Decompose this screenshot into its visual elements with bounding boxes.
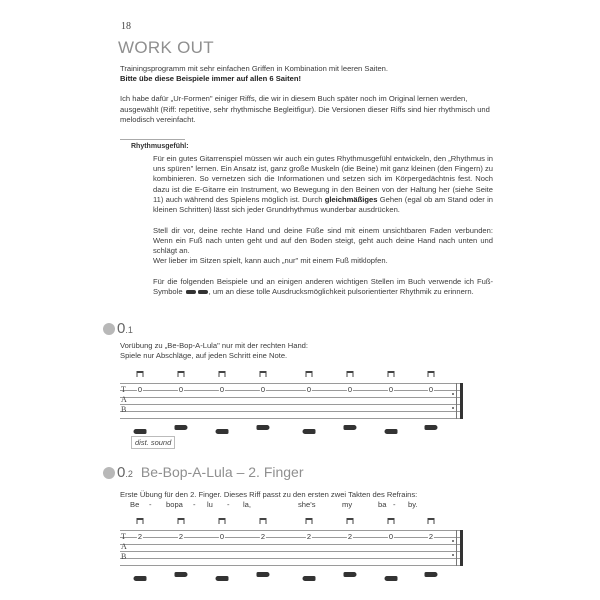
barline xyxy=(456,383,457,419)
section-label-rhythm: Rhythmusgefühl: xyxy=(131,143,189,150)
staff-line xyxy=(120,390,463,391)
tab-clef-letter: T xyxy=(121,532,126,541)
fret-number: 0 xyxy=(219,532,225,541)
rhythm-paragraph-1: Für ein gutes Gitarrenspiel müssen wir auch ein gutes Rhythmusgefühl entwickeln, den „Rhythmus in uns spüren" lernen. Ein Ansatz ist, ganz große Muskeln (die Beine) mit ganz kleinen (den Fingern) zu kombinieren. So vernetzen sich die Informationen und setzen sich im Körpergedächtnis fest. Noch dazu ist die E-Gitarre ein Instrument, wo Bewegung in den Beinen von der Haltung her (siehe Seite 11) auch während des Spielens möglich ist. Durch gleichmäßiges Gehen (egal ob am Stand oder in kleinen Schritten) lässt sich jeder Grundrhythmus wunderbar ausdrücken. xyxy=(153,154,493,215)
exercise-description-0-2: Erste Übung für den 2. Finger. Dieses Riff passt zu den ersten zwei Takten des Refrains: xyxy=(120,490,418,499)
tab-staff-0-1 xyxy=(120,383,463,419)
intro-instruction: Bitte übe diese Beispiele immer auf allen 6 Saiten! xyxy=(120,74,302,84)
foot-step-icon xyxy=(175,572,188,577)
fret-number: 2 xyxy=(260,532,266,541)
foot-step-icon xyxy=(425,425,438,430)
lyric-syllable: bopa xyxy=(166,500,183,509)
foot-step-icon xyxy=(134,429,147,434)
foot-step-icon xyxy=(175,425,188,430)
intro-paragraph: Ich habe dafür „Ur-Formen" einiger Riffs, die wir in diesem Buch später noch im Original lernen werden, ausgewählt (Riff: repetitive, sehr rhythmische Begleitfigur). Die Versionen dieser Riffs sind hier rhythmisch und melodisch vereinfacht. xyxy=(120,94,490,124)
lyric-syllable: ba xyxy=(378,500,387,509)
audio-track-icon xyxy=(103,323,115,335)
lyric-syllable: by. xyxy=(408,500,418,509)
fret-number: 2 xyxy=(306,532,312,541)
fret-number: 2 xyxy=(178,532,184,541)
downstroke-icon xyxy=(428,518,435,524)
staff-line xyxy=(120,551,463,552)
foot-step-icon xyxy=(344,572,357,577)
foot-step-icon xyxy=(216,576,229,581)
lyric-syllable: - xyxy=(193,500,196,509)
fret-number: 0 xyxy=(428,385,434,394)
foot-step-icon xyxy=(344,425,357,430)
tab-staff-0-2 xyxy=(120,530,463,566)
fret-number: 2 xyxy=(137,532,143,541)
staff-line xyxy=(120,418,463,419)
staff-line xyxy=(120,411,463,412)
repeat-dot xyxy=(452,554,454,556)
section-divider xyxy=(120,139,185,140)
downstroke-icon xyxy=(137,371,144,377)
foot-step-icon xyxy=(385,429,398,434)
fret-number: 2 xyxy=(428,532,434,541)
foot-icon xyxy=(198,290,208,294)
rhythm-paragraph-2: Stell dir vor, deine rechte Hand und deine Füße sind mit einem unsichtbaren Faden verbunden: Wenn ein Fuß nach unten geht und auf den Boden steigt, geht auch deine Hand nach unten und schlägt an. Wer lieber im Sitzen spielt, kann auch „nur" mit einem Fuß mitklopfen. xyxy=(153,225,493,266)
downstroke-icon xyxy=(260,371,267,377)
tab-clef-letter: A xyxy=(121,395,127,404)
foot-step-icon xyxy=(385,576,398,581)
downstroke-icon xyxy=(306,518,313,524)
intro-line-1: Trainingsprogramm mit sehr einfachen Griffen in Kombination mit leeren Saiten. xyxy=(120,64,389,73)
downstroke-icon xyxy=(219,371,226,377)
lyric-syllable: - xyxy=(149,500,152,509)
foot-step-icon xyxy=(303,576,316,581)
foot-step-icon xyxy=(425,572,438,577)
exercise-subnumber: .1 xyxy=(125,325,133,335)
fret-number: 0 xyxy=(388,532,394,541)
tab-clef-letter: T xyxy=(121,385,126,394)
fret-number: 0 xyxy=(347,385,353,394)
sound-label: dist. sound xyxy=(131,436,175,449)
downstroke-icon xyxy=(260,518,267,524)
staff-line xyxy=(120,530,463,531)
emphasis-text: gleichmäßiges xyxy=(324,194,378,204)
audio-track-icon xyxy=(103,467,115,479)
downstroke-icon xyxy=(178,371,185,377)
final-barline xyxy=(460,530,463,566)
exercise-description-0-1: Vorübung zu „Be-Bop-A-Lula" nur mit der rechten Hand: Spiele nur Abschläge, auf jeden Schritt eine Note. xyxy=(120,341,309,361)
staff-line xyxy=(120,383,463,384)
downstroke-icon xyxy=(428,371,435,377)
downstroke-icon xyxy=(137,518,144,524)
page-number: 18 xyxy=(121,21,131,32)
rhythm-paragraph-3: Für die folgenden Beispiele und an einigen anderen wichtigen Stellen im Buch verwende ich Fuß-Symbole , um an diese tolle Ausdrucksmöglichkeit pulsorientierter Rhythmik zu erinnern. xyxy=(153,276,493,297)
fret-number: 2 xyxy=(347,532,353,541)
tab-clef-letter: B xyxy=(121,552,127,561)
intro-text xyxy=(120,64,492,135)
lyric-syllable: she's xyxy=(298,500,316,509)
foot-step-icon xyxy=(257,425,270,430)
lyric-syllable: Be xyxy=(130,500,140,509)
staff-line xyxy=(120,544,463,545)
foot-step-icon xyxy=(216,429,229,434)
rhythm-body xyxy=(153,154,493,308)
staff-line xyxy=(120,565,463,566)
foot-icon xyxy=(186,290,196,294)
exercise-number: 0 xyxy=(117,464,126,481)
foot-step-icon xyxy=(134,576,147,581)
lyric-syllable: - xyxy=(227,500,230,509)
tab-clef-letter: B xyxy=(121,405,127,414)
foot-step-icon xyxy=(257,572,270,577)
exercise-header-0-1 xyxy=(103,320,141,337)
lyric-syllable: la, xyxy=(243,500,252,509)
lyric-syllable: my xyxy=(342,500,353,509)
lyric-syllable: lu xyxy=(207,500,213,509)
fret-number: 0 xyxy=(219,385,225,394)
fret-number: 0 xyxy=(137,385,143,394)
exercise-title: Be-Bop-A-Lula – 2. Finger xyxy=(140,464,304,480)
tab-clef-letter: A xyxy=(121,542,127,551)
downstroke-icon xyxy=(219,518,226,524)
page-title: WORK OUT xyxy=(118,38,214,57)
lyric-syllable: - xyxy=(393,500,396,509)
downstroke-icon xyxy=(388,518,395,524)
fret-number: 0 xyxy=(388,385,394,394)
staff-line xyxy=(120,397,463,398)
staff-line xyxy=(120,404,463,405)
staff-line xyxy=(120,558,463,559)
downstroke-icon xyxy=(306,371,313,377)
repeat-dot xyxy=(452,393,454,395)
fret-number: 0 xyxy=(178,385,184,394)
repeat-dot xyxy=(452,407,454,409)
staff-line xyxy=(120,537,463,538)
fret-number: 0 xyxy=(260,385,266,394)
exercise-header-0-2 xyxy=(103,464,304,481)
downstroke-icon xyxy=(388,371,395,377)
repeat-dot xyxy=(452,540,454,542)
downstroke-icon xyxy=(347,371,354,377)
fret-number: 0 xyxy=(306,385,312,394)
exercise-subnumber: .2 xyxy=(125,469,133,479)
foot-step-icon xyxy=(303,429,316,434)
final-barline xyxy=(460,383,463,419)
lyrics-line xyxy=(130,500,470,512)
downstroke-icon xyxy=(347,518,354,524)
barline xyxy=(456,530,457,566)
exercise-number: 0 xyxy=(117,320,126,337)
downstroke-icon xyxy=(178,518,185,524)
